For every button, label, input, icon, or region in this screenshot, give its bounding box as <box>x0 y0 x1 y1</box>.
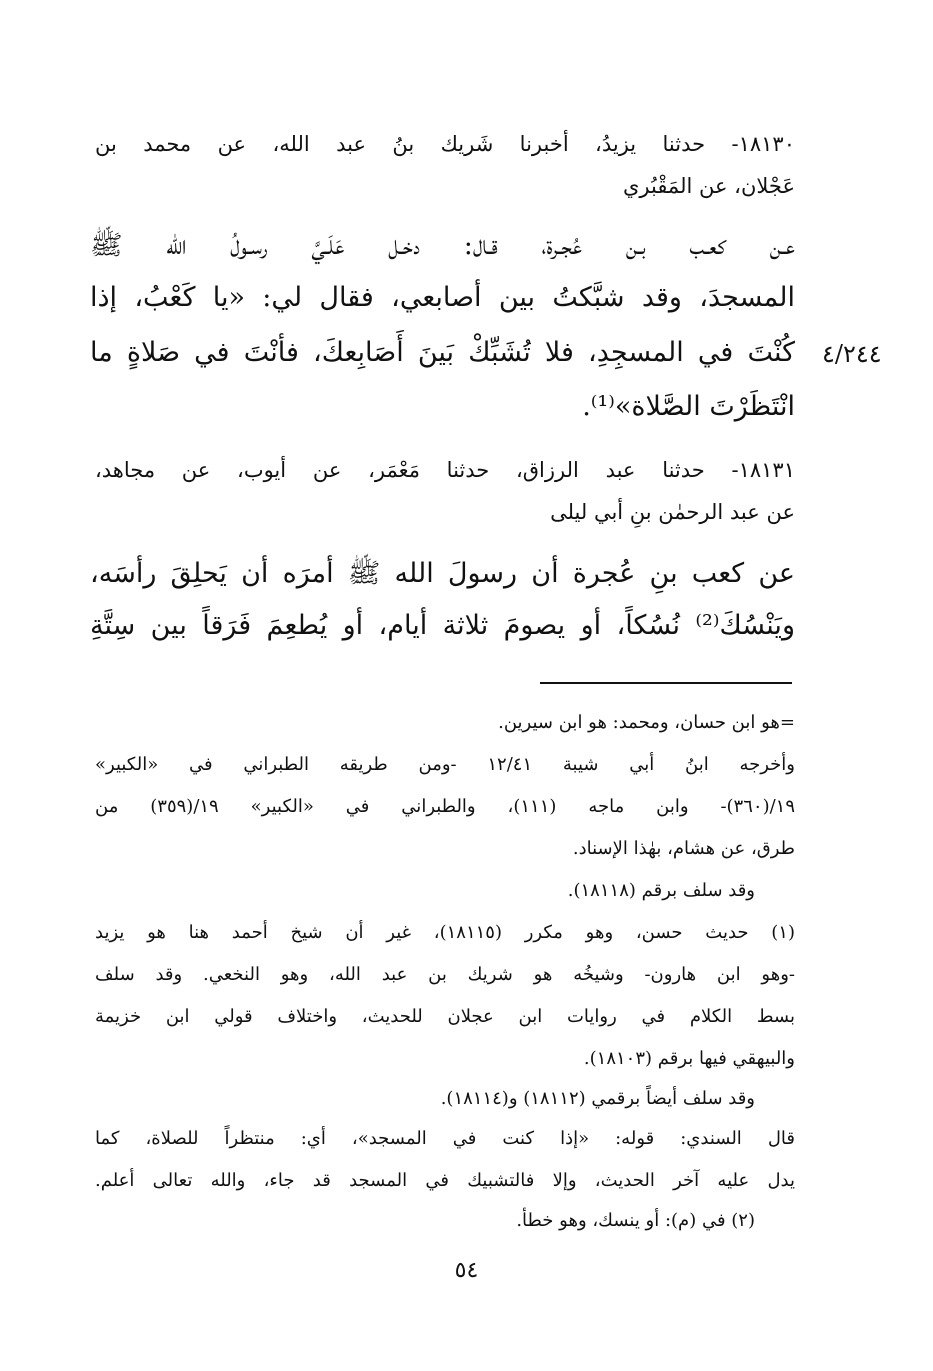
hadith-18130-isnad-line-2: عَجْلان، عن المَقْبُري <box>622 174 795 198</box>
hadith-18131-matn-line-1: عن كعب بنِ عُجرة أن رسولَ الله ﷺ أمرَه أن يَحلِقَ رأسَه، <box>90 558 795 589</box>
footnote-line-8: بسط الكلام في روايات ابن عجلان للحديث، واختلاف قولي ابن خزيمة <box>95 1006 795 1027</box>
page-number: ٥٤ <box>454 1258 479 1283</box>
hadith-18130-matn-line-2: المسجدَ، وقد شبَّكتُ بين أصابعي، فقال لي: «يا كَعْبُ، إذا <box>90 282 795 313</box>
hadith-18130-matn-line-3: كُنْتَ في المسجِدِ، فلا تُشَبِّكْ بَينَ أَصَابِعكَ، فأنْتَ في صَلاةٍ ما <box>90 337 795 368</box>
footnote-line-10: وقد سلف أيضاً برقمي (١٨١١٢) و(١٨١١٤). <box>440 1088 755 1109</box>
footnote-line-4: طرق، عن هشام، بهٰذا الإسناد. <box>572 838 795 859</box>
footnote-line-5: وقد سلف برقم (١٨١١٨). <box>567 880 755 901</box>
footnote-line-6: (١) حديث حسن، وهو مكرر (١٨١١٥)، غير أن شيخ أحمد هنا هو يزيد <box>95 922 795 943</box>
footnote-line-3: ١٩/(٣٦٠)- وابن ماجه (١١١)، والطبراني في «الكبير» ١٩/(٣٥٩) من <box>95 796 795 817</box>
hadith-18131-isnad-line-2: عن عبد الرحمٰن بنِ أبي ليلى <box>550 500 795 524</box>
footnote-line-2: وأخرجه ابنُ أبي شيبة ١٢/٤١ -ومن طريقه الطبراني في «الكبير» <box>95 754 795 775</box>
footnote-line-11: قال السندي: قوله: «إذا كنت في المسجد»، أي: منتظراً للصلاة، كما <box>95 1128 795 1149</box>
hadith-18130-matn-line-1: عـن كعـب بـن عُجـرة، قـال: دخـل عَلَـيَّ رسـولُ الله ﷺ <box>90 230 795 261</box>
footnote-line-13: (٢) في (م): أو ينسك، وهو خطأ. <box>516 1210 755 1231</box>
hadith-18130-matn-line-4: انْتَظَرْتَ الصَّلاة»⁽¹⁾. <box>582 391 795 422</box>
footnote-line-7: -وهو ابن هارون- وشيخُه هو شريك بن عبد الله، وهو النخعي. وقد سلف <box>95 964 795 985</box>
hadith-18131-matn-line-2: ويَنْسُكَ⁽²⁾ نُسُكاً، أو يصومَ ثلاثة أيام، أو يُطعِمَ فَرَقاً بين سِتَّةِ <box>90 610 795 641</box>
hadith-18130-isnad-line-1: ١٨١٣٠- حدثنا يزيدُ، أخبرنا شَريك بنُ عبد الله، عن محمد بن <box>95 132 795 156</box>
hadith-18131-isnad-line-1: ١٨١٣١- حدثنا عبد الرزاق، حدثنا مَعْمَر، عن أيوب، عن مجاهد، <box>95 458 795 482</box>
margin-reference: ٤/٢٤٤ <box>822 340 882 368</box>
footnote-divider <box>540 682 792 684</box>
footnote-line-9: والبيهقي فيها برقم (١٨١٠٣). <box>583 1048 795 1069</box>
footnote-line-1: =هو ابن حسان، ومحمد: هو ابن سيرين. <box>498 712 795 733</box>
footnote-line-12: يدل عليه آخر الحديث، وإلا فالتشبيك في المسجد قد جاء، والله تعالى أعلم. <box>95 1170 795 1191</box>
